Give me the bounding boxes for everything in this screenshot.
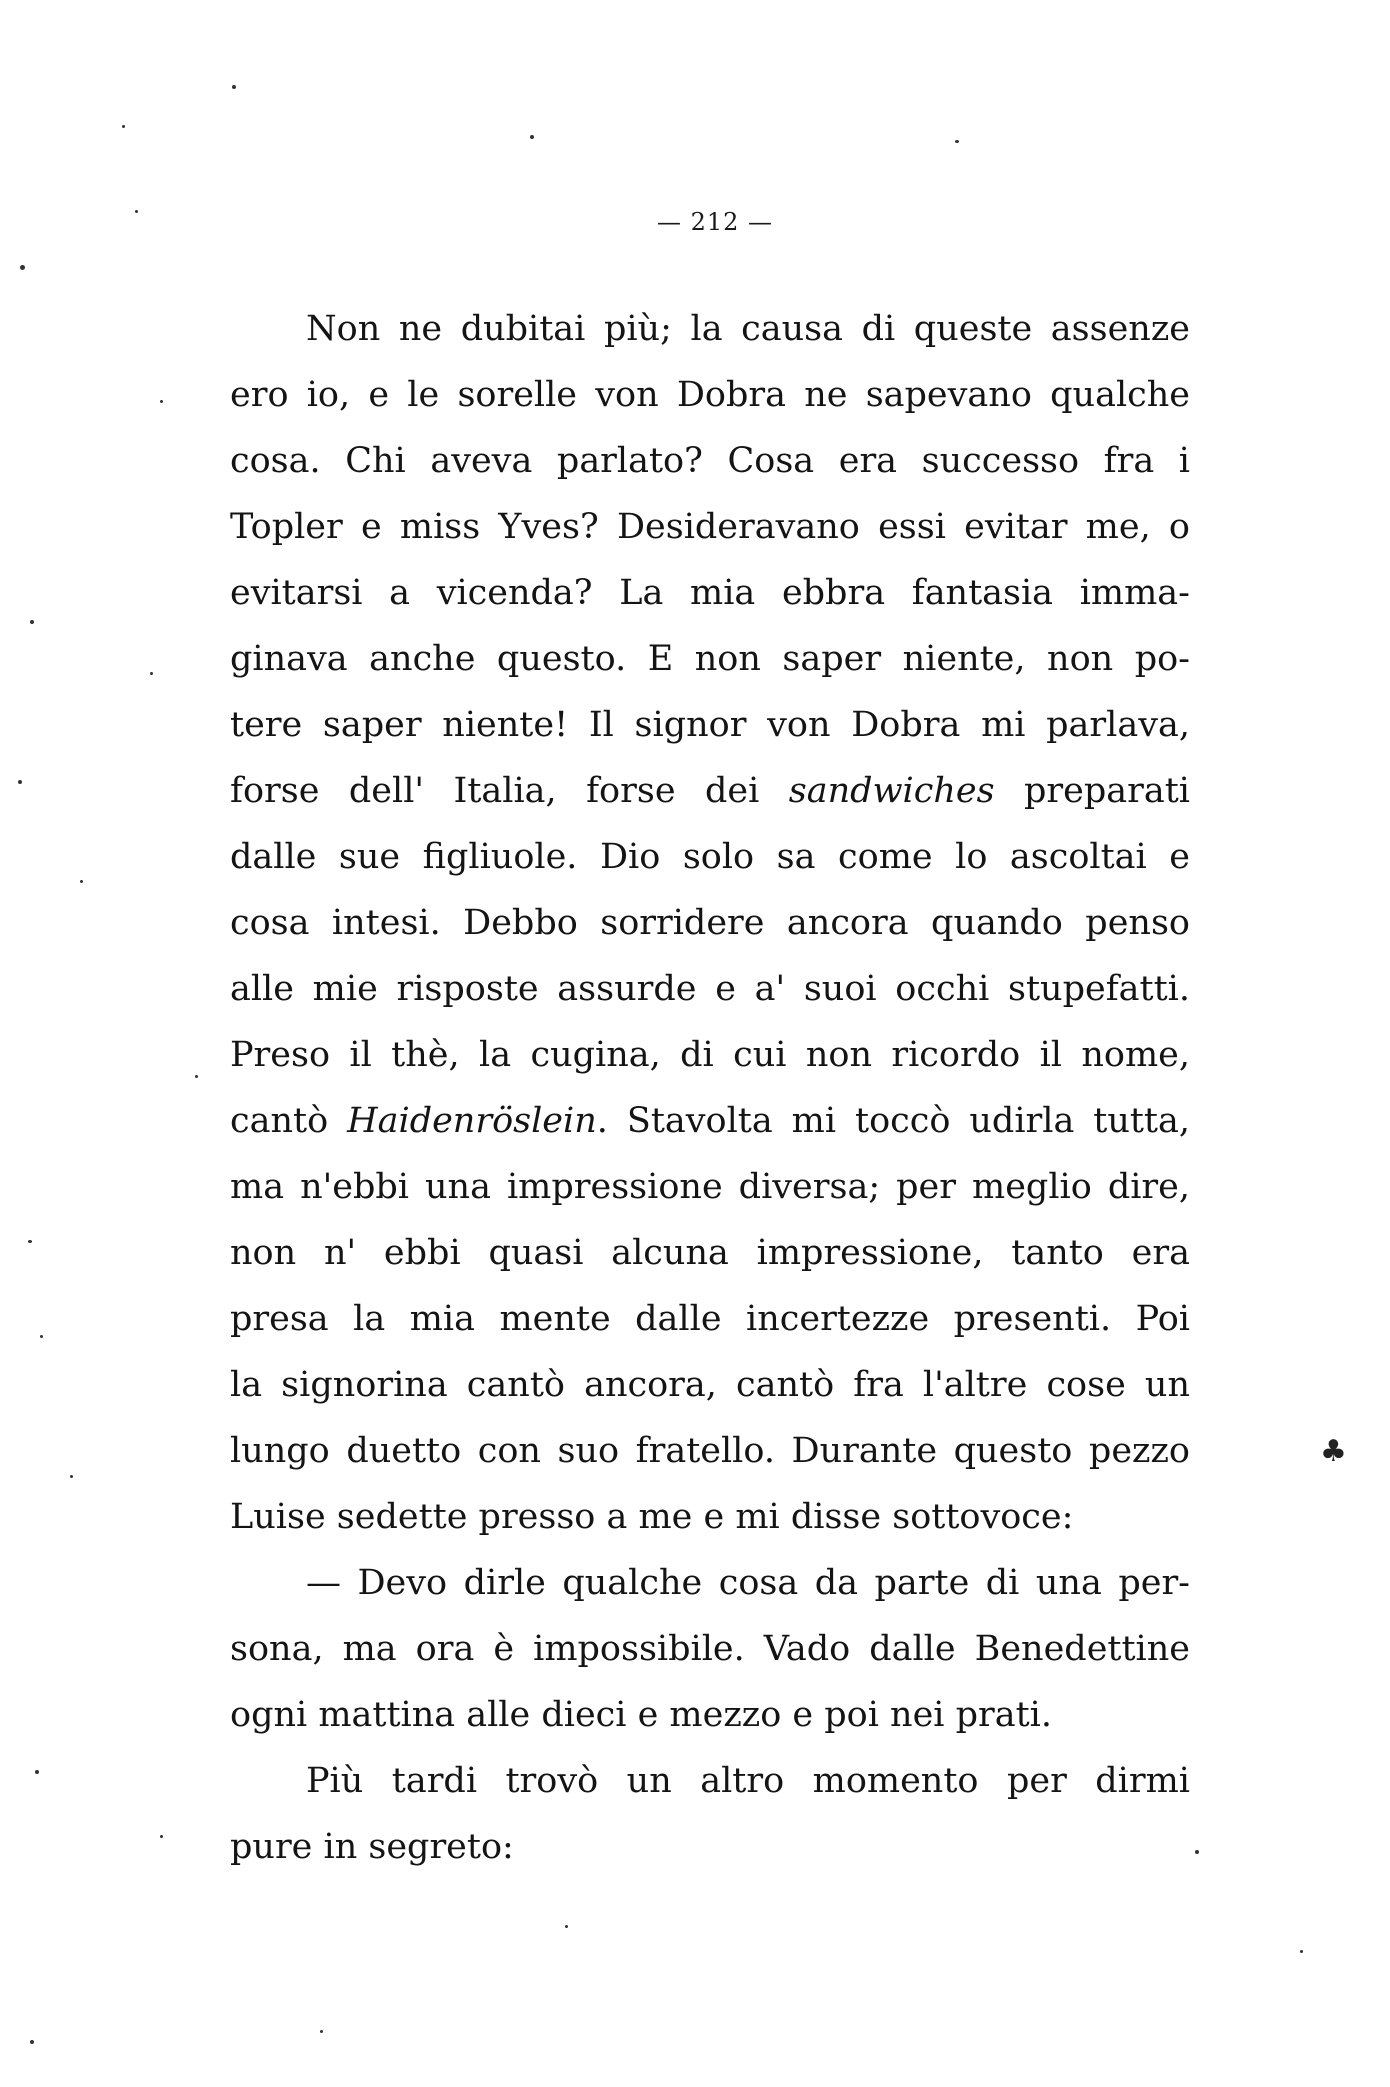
scan-speck (955, 140, 959, 143)
scan-speck (135, 210, 138, 213)
text-line: non n' ebbi quasi alcuna impressione, tanto era (230, 1233, 1190, 1273)
text-line: sona, ma ora è impossibile. Vado dalle Benedettine (230, 1629, 1190, 1669)
text-line: la signorina cantò ancora, cantò fra l'altre cose un (230, 1365, 1190, 1405)
scan-speck (150, 672, 153, 675)
text-line: forse dell' Italia, forse dei sandwiches preparati (230, 771, 1190, 811)
scan-speck (160, 400, 163, 403)
italic-word: Haidenröslein (347, 1101, 597, 1141)
text-line: lungo duetto con suo fratello. Durante questo pezzo (230, 1431, 1190, 1471)
text-line: cosa intesi. Debbo sorridere ancora quando penso (230, 903, 1190, 943)
text-line: presa la mia mente dalle incertezze presenti. Poi (230, 1299, 1190, 1339)
text-line: Topler e miss Yves? Desideravano essi evitar me, o (230, 507, 1190, 547)
scan-speck (160, 1835, 163, 1838)
scan-speck (20, 265, 25, 270)
scan-speck (122, 125, 125, 128)
scan-speck (18, 780, 22, 784)
scan-speck (195, 1075, 198, 1078)
text-line: ginava anche questo. E non saper niente, non po- (230, 639, 1190, 679)
margin-mark: ♣ (1320, 1434, 1347, 1469)
text-line: ma n'ebbi una impressione diversa; per meglio dire, (230, 1167, 1190, 1207)
scan-speck (35, 1770, 39, 1774)
scan-speck (70, 1475, 73, 1478)
scan-speck (565, 1925, 568, 1928)
text-line: Non ne dubitai più; la causa di queste assenze (306, 309, 1190, 349)
scan-speck (232, 85, 236, 89)
scan-speck (80, 880, 83, 883)
text-line: dalle sue figliuole. Dio solo sa come lo ascoltai e (230, 837, 1190, 877)
scan-speck (30, 620, 34, 624)
scan-speck (1195, 1850, 1199, 1854)
page-number: — 212 — (656, 208, 774, 236)
text-line: cantò Haidenröslein. Stavolta mi toccò udirla tutta, (230, 1101, 1190, 1141)
text-line: alle mie risposte assurde e a' suoi occhi stupefatti. (230, 969, 1190, 1009)
scan-speck (1300, 1950, 1303, 1953)
scan-speck (28, 1240, 32, 1243)
text-line: ero io, e le sorelle von Dobra ne sapevano qualche (230, 375, 1190, 415)
scan-speck (320, 2030, 323, 2033)
text-line: ogni mattina alle dieci e mezzo e poi nei prati. (230, 1695, 1052, 1735)
text-line: Più tardi trovò un altro momento per dirmi (306, 1761, 1190, 1801)
text-line: — Devo dirle qualche cosa da parte di una per- (306, 1563, 1190, 1603)
text-line: tere saper niente! Il signor von Dobra mi parlava, (230, 705, 1190, 745)
body-text (230, 296, 1190, 1880)
italic-word: sandwiches (788, 771, 995, 811)
scan-speck (530, 135, 534, 139)
text-line: evitarsi a vicenda? La mia ebbra fantasia imma- (230, 573, 1190, 613)
scan-speck (30, 2040, 34, 2044)
text-line: Luise sedette presso a me e mi disse sottovoce: (230, 1497, 1074, 1537)
text-line: pure in segreto: (230, 1827, 514, 1867)
scan-speck (40, 1335, 43, 1338)
text-line: cosa. Chi aveva parlato? Cosa era successo fra i (230, 441, 1190, 481)
text-line: Preso il thè, la cugina, di cui non ricordo il nome, (230, 1035, 1190, 1075)
